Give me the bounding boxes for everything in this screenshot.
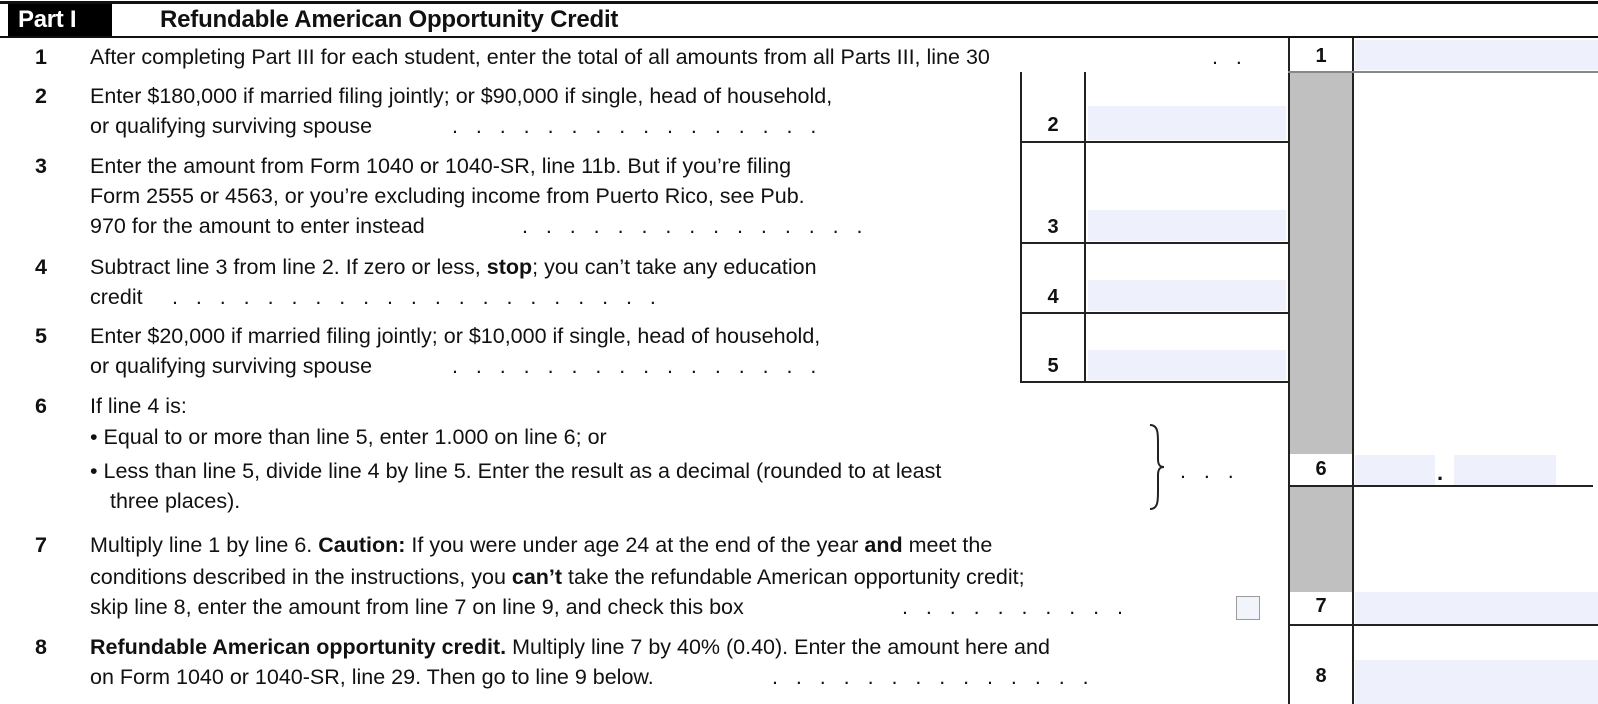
line6-bullet-1: • Equal to or more than line 5, enter 1.000 on line 6; or — [90, 425, 607, 449]
line6-whole-input[interactable] — [1355, 455, 1435, 485]
line5-number: 5 — [35, 324, 47, 348]
line2-dots: . . . . . . . . . . . . . . . . — [452, 114, 817, 138]
part-title: Refundable American Opportunity Credit — [160, 6, 619, 33]
line5-box-label: 5 — [1047, 355, 1059, 377]
line3-text-3: 970 for the amount to enter instead — [90, 214, 425, 238]
line6-number: 6 — [35, 394, 47, 418]
line7-text-2: conditions described in the instructions, you can’t take the refundable American opportunity credit; — [90, 565, 1025, 589]
line1-number: 1 — [35, 45, 47, 69]
inner-column-mid — [1084, 72, 1086, 382]
line7-number: 7 — [35, 533, 47, 557]
line6-intro: If line 4 is: — [90, 394, 187, 418]
line6-dots: . . . — [1180, 459, 1234, 483]
line8-number: 8 — [35, 635, 47, 659]
line5-text-2: or qualifying surviving spouse — [90, 354, 373, 378]
shaded-column-middle — [1290, 486, 1352, 592]
line8-text-2: on Form 1040 or 1040-SR, line 29. Then go to line 9 below. — [90, 665, 654, 689]
line1-text: After completing Part III for each student, enter the total of all amounts from all Parts III, line 30 — [90, 45, 990, 69]
line3-text-1: Enter the amount from Form 1040 or 1040-SR, line 11b. But if you’re filing — [90, 154, 792, 178]
line6-bullet-2b: three places). — [110, 489, 241, 513]
line6-box-label: 6 — [1315, 458, 1327, 480]
shaded-column-upper — [1290, 72, 1352, 454]
part-label: Part I — [8, 4, 112, 36]
line2-text-1: Enter $180,000 if married filing jointly; or $90,000 if single, head of household, — [90, 84, 833, 108]
under-24-checkbox[interactable] — [1236, 596, 1260, 620]
line5-rule — [1020, 381, 1290, 383]
line4-text-2: credit — [90, 285, 143, 309]
line2-amount-input[interactable] — [1088, 106, 1286, 140]
line3-number: 3 — [35, 154, 47, 178]
line7-dots: . . . . . . . . . . — [902, 595, 1124, 619]
header-bottom-rule — [0, 36, 1598, 38]
line8-text-1: Refundable American opportunity credit. Multiply line 7 by 40% (0.40). Enter the amount here and — [90, 635, 1050, 659]
line7-text-1: Multiply line 1 by line 6. Caution: If you were under age 24 at the end of the year and meet the — [90, 533, 993, 557]
line2-text-2: or qualifying surviving spouse — [90, 114, 373, 138]
line3-box-label: 3 — [1047, 216, 1059, 238]
line4-rule — [1020, 312, 1290, 314]
line6-decimal-input[interactable] — [1454, 455, 1556, 485]
line5-dots: . . . . . . . . . . . . . . . . — [452, 354, 817, 378]
line4-number: 4 — [35, 255, 47, 279]
column-divider-right — [1352, 38, 1354, 704]
line5-text-1: Enter $20,000 if married filing jointly; or $10,000 if single, head of household, — [90, 324, 821, 348]
line4-box-label: 4 — [1047, 286, 1059, 308]
line2-box-label: 2 — [1047, 114, 1059, 136]
line8-amount-input[interactable] — [1355, 660, 1598, 704]
line1-dots: . . — [1212, 45, 1242, 69]
line4-text-1: Subtract line 3 from line 2. If zero or less, stop; you can’t take any education — [90, 255, 817, 279]
line8-dots: . . . . . . . . . . . . . . — [772, 665, 1089, 689]
line7-box-label: 7 — [1315, 595, 1327, 617]
line1-underline — [1288, 71, 1598, 73]
line3-dots: . . . . . . . . . . . . . . . — [522, 214, 863, 238]
line3-text-2: Form 2555 or 4563, or you’re excluding income from Puerto Rico, see Pub. — [90, 184, 805, 208]
line1-box-label: 1 — [1315, 45, 1327, 67]
line6-decimal-point: . — [1437, 460, 1444, 485]
line7-text-3: skip line 8, enter the amount from line 7 on line 9, and check this box — [90, 595, 744, 619]
line6-rule — [1288, 485, 1593, 487]
curly-brace-icon — [1146, 423, 1166, 511]
line3-amount-input[interactable] — [1088, 210, 1286, 241]
line7-rule — [1288, 624, 1598, 626]
line4-dots: . . . . . . . . . . . . . . . . . . . . . — [172, 285, 656, 309]
line2-number: 2 — [35, 84, 47, 108]
line5-amount-input[interactable] — [1088, 350, 1286, 380]
line8-box-label: 8 — [1315, 665, 1327, 687]
line1-amount-input[interactable] — [1355, 40, 1598, 70]
line6-bullet-2a: • Less than line 5, divide line 4 by line 5. Enter the result as a decimal (rounded to at least — [90, 459, 942, 483]
line4-amount-input[interactable] — [1088, 280, 1286, 311]
line2-rule — [1020, 141, 1290, 143]
line7-amount-input[interactable] — [1355, 592, 1598, 624]
line3-rule — [1020, 242, 1290, 244]
